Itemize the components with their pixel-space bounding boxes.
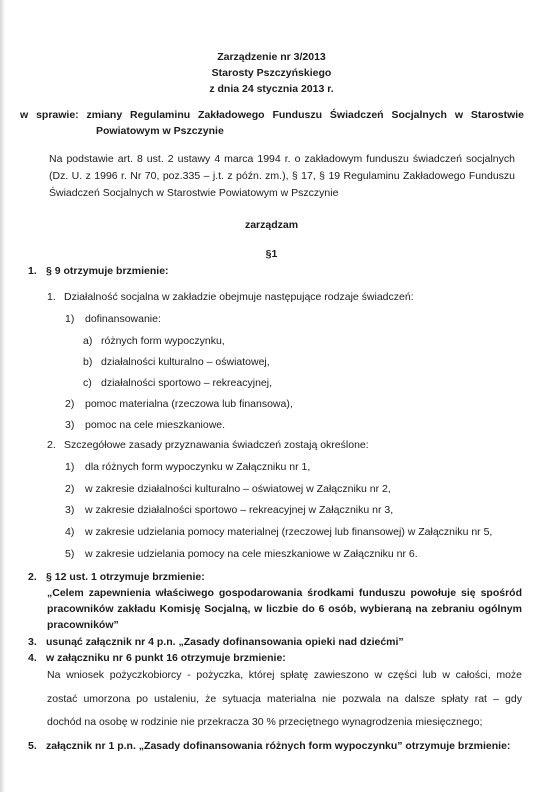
sub-2-point-3-text: w zakresie działalności sportowo – rekreacyjnej w Załączniku nr 3, bbox=[85, 504, 394, 516]
item-3 bbox=[28, 636, 404, 649]
subject-line-2: Powiatowym w Pszczynie bbox=[96, 125, 224, 137]
sub-1-point-3-number: 3) bbox=[65, 419, 75, 431]
item-2-quote-line-2: pracowników zakładu Komisję Socjalną, w liczbie do 6 osób, wybieraną na zebraniu ogólnym bbox=[47, 603, 522, 615]
sub-1-number: 1. bbox=[47, 291, 56, 303]
item-1-text: § 9 otrzymuje brzmienie: bbox=[46, 265, 169, 277]
basis-line-3: Świadczeń Socjalnych w Starostwie Powiatowym w Pszczynie bbox=[49, 187, 339, 199]
item-2-quote-line-3: pracowników” bbox=[47, 619, 119, 631]
sub-1-text: Działalność socjalna w zakładzie obejmuje następujące rodzaje świadczeń: bbox=[64, 291, 414, 303]
item-4-text-line-2: zostać umorzona po ustaleniu, że sytuacja materialna nie pozwala na dalsze spłaty rat – gdy bbox=[47, 693, 522, 705]
sub-2-point-1-number: 1) bbox=[65, 461, 75, 473]
sub-2-text: Szczegółowe zasady przyznawania świadczeń zostają określone: bbox=[64, 439, 369, 451]
sub-2-point-5-number: 5) bbox=[65, 548, 75, 560]
sub-1-point-1a bbox=[83, 335, 225, 348]
item-4-text-line-1: Na wniosek pożyczkobiorcy - pożyczka, której spłatę zawieszono w części lub w całości, może bbox=[47, 669, 522, 681]
sub-2-point-3-number: 3) bbox=[65, 504, 75, 516]
sub-1-point-2-number: 2) bbox=[65, 398, 75, 410]
sub-1-point-1 bbox=[65, 313, 161, 326]
basis-line-2: (Dz. U. z 1996 r. Nr 70, poz.335 – j.t. z późn. zm.), § 17, § 19 Regulaminu Zakładowego Funduszu bbox=[49, 170, 515, 182]
sub-1-point-2 bbox=[65, 398, 293, 411]
sub-2-point-5 bbox=[65, 548, 418, 561]
item-4-text-line-3: dochód na osobę w rodzinie nie przekracza 30 % przeciętnego wynagrodzenia miesięcznego; bbox=[47, 716, 483, 728]
sub-1-point-1c-text: działalności sportowo – rekreacyjnej, bbox=[101, 377, 272, 389]
sub-2-point-2-text: w zakresie działalności kulturalno – oświatowej w Załączniku nr 2, bbox=[85, 483, 391, 495]
item-3-text: usunąć załącznik nr 4 p.n. „Zasady dofinansowania opieki nad dziećmi” bbox=[46, 636, 404, 648]
sub-1-point-2-text: pomoc materialna (rzeczowa lub finansowa), bbox=[85, 398, 293, 410]
item-5-number: 5. bbox=[28, 740, 37, 752]
sub-2-point-4-text: w zakresie udzielania pomocy materialnej (rzeczowej lub finansowej) w Załączniku nr 5, bbox=[85, 526, 493, 538]
order-word: zarządzam bbox=[244, 219, 299, 231]
sub-2-point-3 bbox=[65, 504, 393, 517]
item-1-number: 1. bbox=[28, 265, 37, 277]
item-4 bbox=[28, 652, 286, 665]
section-mark: §1 bbox=[265, 248, 278, 260]
sub-2-number: 2. bbox=[47, 439, 56, 451]
item-5-text: załącznik nr 1 p.n. „Zasady dofinansowania różnych form wypoczynku” otrzymuje brzmienie: bbox=[46, 740, 511, 752]
sub-1-point-3 bbox=[65, 419, 225, 432]
sub-1-point-1c-number: c) bbox=[83, 377, 92, 389]
sub-2-point-2 bbox=[65, 483, 391, 496]
item-4-number: 4. bbox=[28, 652, 37, 664]
sub-2 bbox=[47, 439, 369, 452]
sub-1-point-1c bbox=[83, 377, 272, 390]
document-issuer: Starosty Pszczyńskiego bbox=[211, 67, 332, 79]
item-3-number: 3. bbox=[28, 636, 37, 648]
basis-line-1: Na podstawie art. 8 ust. 2 ustawy 4 marca 1994 r. o zakładowym funduszu świadczeń socjalnych bbox=[49, 153, 515, 165]
sub-1 bbox=[47, 291, 414, 304]
sub-1-point-1a-number: a) bbox=[83, 335, 93, 347]
scan-fold-shadow bbox=[0, 0, 5, 792]
sub-1-point-1b-text: działalności kulturalno – oświatowej, bbox=[101, 356, 270, 368]
sub-1-point-1b bbox=[83, 356, 270, 369]
item-5 bbox=[28, 740, 510, 753]
sub-2-point-5-text: w zakresie udzielania pomocy na cele mieszkaniowe w Załączniku nr 6. bbox=[85, 548, 418, 560]
item-2-number: 2. bbox=[28, 571, 37, 583]
sub-1-point-1-text: dofinansowanie: bbox=[85, 313, 161, 325]
sub-1-point-1b-number: b) bbox=[83, 356, 93, 368]
document-date: z dnia 24 stycznia 2013 r. bbox=[209, 83, 334, 95]
sub-1-point-1-number: 1) bbox=[65, 313, 75, 325]
sub-2-point-4-number: 4) bbox=[65, 526, 75, 538]
document-title: Zarządzenie nr 3/2013 bbox=[217, 51, 326, 63]
sub-1-point-1a-text: różnych form wypoczynku, bbox=[101, 335, 225, 347]
sub-1-point-3-text: pomoc na cele mieszkaniowe. bbox=[85, 419, 226, 431]
subject-line-1: w sprawie: zmiany Regulaminu Zakładowego Funduszu Świadczeń Socjalnych w Starostwie bbox=[20, 109, 524, 121]
item-1 bbox=[28, 265, 169, 278]
item-4-text: w załączniku nr 6 punkt 16 otrzymuje brzmienie: bbox=[46, 652, 286, 664]
sub-2-point-1-text: dla różnych form wypoczynku w Załączniku nr 1, bbox=[85, 461, 311, 473]
item-2 bbox=[28, 571, 205, 584]
item-2-text: § 12 ust. 1 otrzymuje brzmienie: bbox=[46, 571, 205, 583]
item-2-quote-line-1: „Celem zapewnienia właściwego gospodarowania środkami funduszu powołuje się spośród bbox=[47, 587, 522, 599]
sub-2-point-4 bbox=[65, 526, 492, 539]
sub-2-point-1 bbox=[65, 461, 310, 474]
sub-2-point-2-number: 2) bbox=[65, 483, 75, 495]
